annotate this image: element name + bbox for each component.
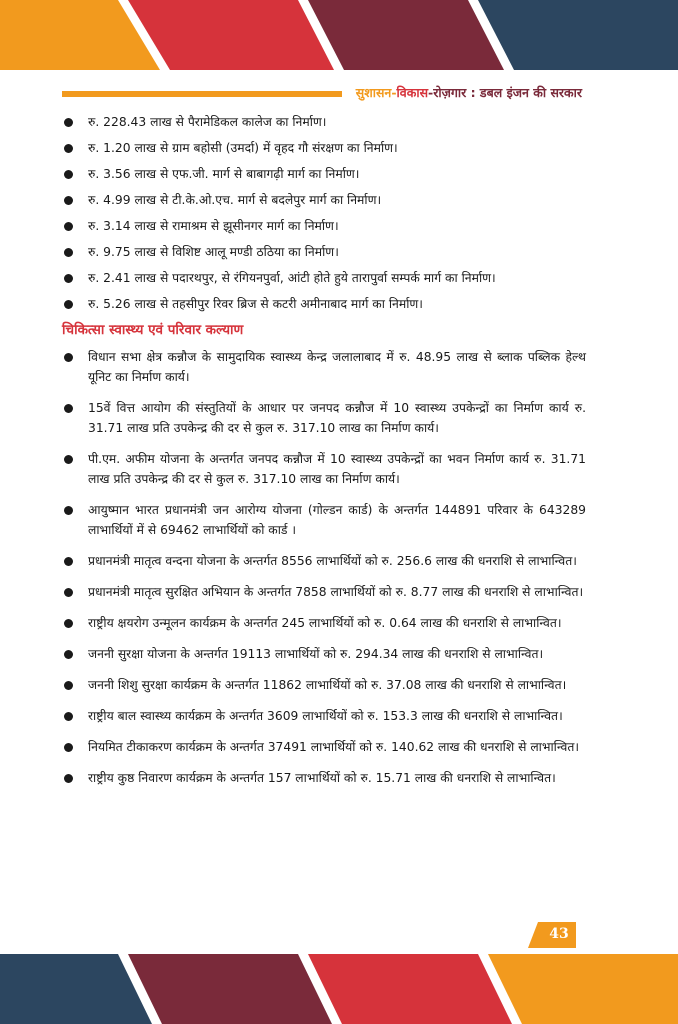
list-item: रु. 5.26 लाख से तहसीपुर रिवर ब्रिज से कटरी अमीनाबाद मार्ग का निर्माण। xyxy=(62,294,586,314)
header-band xyxy=(0,0,678,70)
header-tagline-row xyxy=(62,86,582,102)
list-item: जननी सुरक्षा योजना के अन्तर्गत 19113 लाभार्थियों को रु. 294.34 लाख की धनराशि से लाभान्वित। xyxy=(62,644,586,664)
footer-band xyxy=(0,954,678,1024)
tagline-part-2: विकास xyxy=(396,85,429,100)
health-list xyxy=(62,347,586,788)
list-item: विधान सभा क्षेत्र कन्नौज के सामुदायिक स्वास्थ्य केन्द्र जलालाबाद में रु. 48.95 लाख से ब्लाक पब्लिक हेल्थ यूनिट का निर्माण कार्य। xyxy=(62,347,586,387)
tagline-accent-bar xyxy=(62,91,342,97)
list-item: पी.एम. अफीम योजना के अन्तर्गत जनपद कन्नौज में 10 स्वास्थ्य उपकेन्द्रों का भवन निर्माण कार्य रु. 31.71 लाख प्रति उपकेन्द्र की दर से कुल रु. 317.10 लाख का निर्माण कार्य। xyxy=(62,449,586,489)
page-number: 43 xyxy=(549,926,569,942)
list-item: रु. 3.14 लाख से रामाश्रम से झूसीनगर मार्ग का निर्माण। xyxy=(62,216,586,236)
works-list xyxy=(62,112,586,314)
list-item: रु. 1.20 लाख से ग्राम बहोसी (उमर्दा) में वृहद गौ संरक्षण का निर्माण। xyxy=(62,138,586,158)
list-item: राष्ट्रीय बाल स्वास्थ्य कार्यक्रम के अन्तर्गत 3609 लाभार्थियों को रु. 153.3 लाख की धनराशि से लाभान्वित। xyxy=(62,706,586,726)
page-number-tab xyxy=(528,922,576,948)
page-content xyxy=(62,112,586,799)
list-item: प्रधानमंत्री मातृत्व सुरक्षित अभियान के अन्तर्गत 7858 लाभार्थियों को रु. 8.77 लाख की धनराशि से लाभान्वित। xyxy=(62,582,586,602)
list-item: रु. 228.43 लाख से पैरामेडिकल कालेज का निर्माण। xyxy=(62,112,586,132)
list-item: प्रधानमंत्री मातृत्व वन्दना योजना के अन्तर्गत 8556 लाभार्थियों को रु. 256.6 लाख की धनराशि से लाभान्वित। xyxy=(62,551,586,571)
list-item: रु. 2.41 लाख से पदारथपुर, से रंगियनपुर्वा, आंटी होते हुये तारापुर्वा सम्पर्क मार्ग का निर्माण। xyxy=(62,268,586,288)
list-item: आयुष्मान भारत प्रधानमंत्री जन आरोग्य योजना (गोल्डन कार्ड) के अन्तर्गत 144891 परिवार के 643289 लाभार्थियों में से 69462 लाभार्थियों को कार्ड । xyxy=(62,500,586,540)
header-tagline xyxy=(356,84,582,101)
list-item: जननी शिशु सुरक्षा कार्यक्रम के अन्तर्गत 11862 लाभार्थियों को रु. 37.08 लाख की धनराशि से लाभान्वित। xyxy=(62,675,586,695)
list-item: रु. 4.99 लाख से टी.के.ओ.एच. मार्ग से बदलेपुर मार्ग का निर्माण। xyxy=(62,190,586,210)
list-item: राष्ट्रीय कुष्ठ निवारण कार्यक्रम के अन्तर्गत 157 लाभार्थियों को रु. 15.71 लाख की धनराशि से लाभान्वित। xyxy=(62,768,586,788)
list-item: 15वें वित्त आयोग की संस्तुतियों के आधार पर जनपद कन्नौज में 10 स्वास्थ्य उपकेन्द्रों का निर्माण कार्य रु. 31.71 लाख प्रति उपकेन्द्र की दर से कुल रु. 317.10 लाख का निर्माण कार्य। xyxy=(62,398,586,438)
tagline-part-3: -रोज़गार : डबल इंजन की सरकार xyxy=(428,85,582,100)
list-item: राष्ट्रीय क्षयरोग उन्मूलन कार्यक्रम के अन्तर्गत 245 लाभार्थियों को रु. 0.64 लाख की धनराशि से लाभान्वित। xyxy=(62,613,586,633)
tagline-part-1: सुशासन- xyxy=(355,85,397,100)
section-heading: चिकित्सा स्वास्थ्य एवं परिवार कल्याण xyxy=(62,322,244,338)
list-item: रु. 9.75 लाख से विशिष्ट आलू मण्डी ठठिया का निर्माण। xyxy=(62,242,586,262)
list-item: नियमित टीकाकरण कार्यक्रम के अन्तर्गत 37491 लाभार्थियों को रु. 140.62 लाख की धनराशि से लाभान्वित। xyxy=(62,737,586,757)
list-item: रु. 3.56 लाख से एफ.जी. मार्ग से बाबागढ़ी मार्ग का निर्माण। xyxy=(62,164,586,184)
